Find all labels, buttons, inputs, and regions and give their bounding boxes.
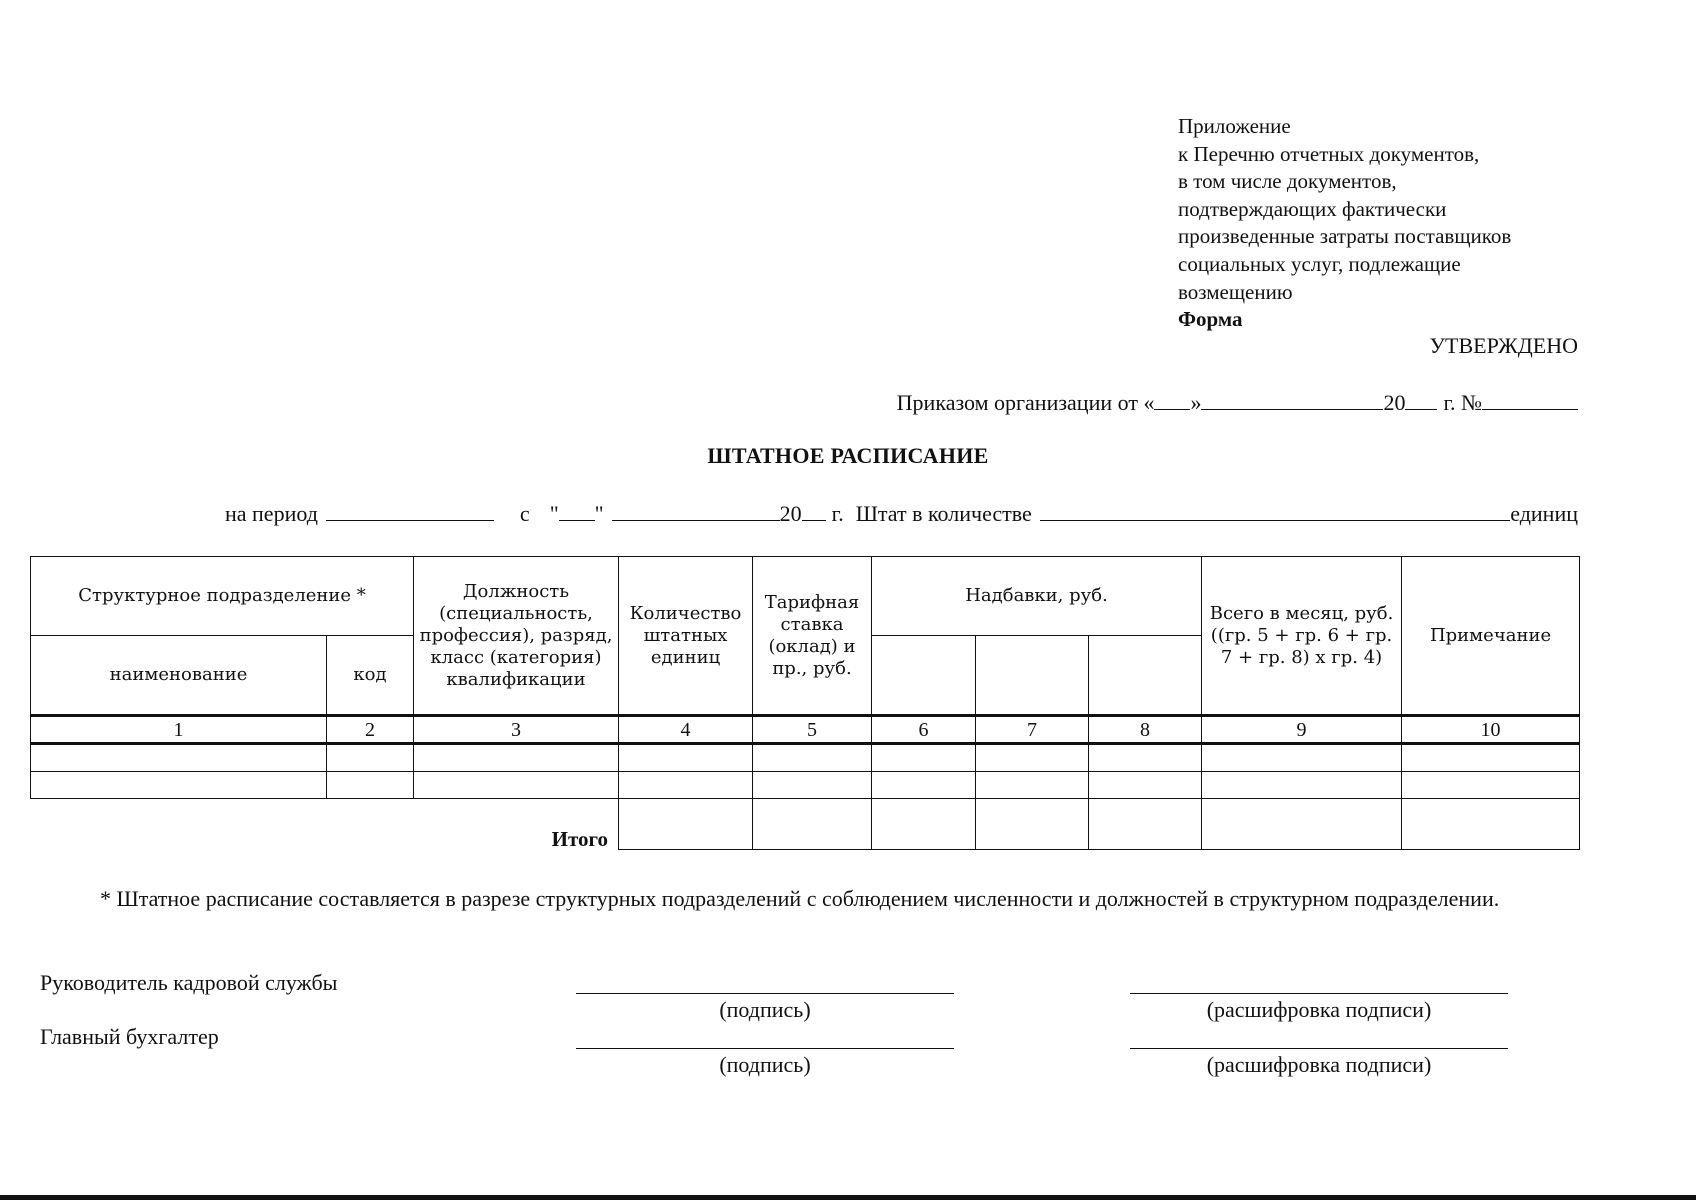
table-cell[interactable] (1089, 772, 1202, 799)
allowance-col-7 (976, 636, 1089, 716)
table-cell[interactable] (619, 772, 753, 799)
column-number-row (31, 716, 1580, 744)
appendix-line: социальных услуг, подлежащие (1178, 251, 1461, 276)
table-row (31, 772, 1580, 799)
total-cell[interactable] (1089, 799, 1202, 850)
total-cell[interactable] (872, 799, 976, 850)
table-cell[interactable] (31, 772, 327, 799)
header-position: Должность (специальность, профессия), разряд, класс (категория) квалификации (414, 557, 619, 716)
order-line (897, 389, 1578, 416)
page-bottom-rule (0, 1195, 1696, 1200)
column-number: 5 (753, 716, 872, 744)
appendix-line: к Перечню отчетных документов, (1178, 141, 1480, 166)
total-cell[interactable] (619, 799, 753, 850)
period-year-blank[interactable] (802, 500, 826, 521)
table-cell[interactable] (327, 744, 414, 772)
order-quote-close: » (1190, 390, 1202, 415)
table-cell[interactable] (1402, 772, 1580, 799)
table-cell[interactable] (872, 744, 976, 772)
period-blank[interactable] (326, 500, 494, 521)
period-year: 20 (779, 501, 802, 526)
column-number: 4 (619, 716, 753, 744)
column-number: 6 (872, 716, 976, 744)
header-total-month: Всего в месяц, руб. ((гр. 5 + гр. 6 + гр. 7 + гр. 8) х гр. 4) (1202, 557, 1402, 716)
order-year-blank[interactable] (1405, 389, 1437, 410)
footnote: * Штатное расписание составляется в разрезе структурных подразделений с соблюдением численности и должностей в структурном подразделении. (100, 886, 1500, 911)
total-cell[interactable] (1202, 799, 1402, 850)
column-number: 2 (327, 716, 414, 744)
chief-accountant-decode-line[interactable] (1130, 1048, 1508, 1049)
staff-schedule-table (30, 556, 1580, 850)
period-month-blank[interactable] (612, 500, 780, 521)
table-cell[interactable] (1402, 744, 1580, 772)
period-day-blank[interactable] (559, 500, 595, 521)
order-month-blank[interactable] (1201, 389, 1383, 410)
period-quote-open: " (549, 501, 559, 526)
column-number: 1 (31, 716, 327, 744)
total-spacer (31, 799, 327, 850)
header-count: Количество штатных единиц (619, 557, 753, 716)
appendix-line: возмещению (1178, 279, 1293, 304)
header-tariff: Тарифная ставка (оклад) и пр., руб. (753, 557, 872, 716)
hr-head-signature-line[interactable] (576, 993, 954, 994)
total-spacer (327, 799, 414, 850)
appendix-note (1178, 113, 1598, 334)
column-number: 7 (976, 716, 1089, 744)
column-number: 10 (1402, 716, 1580, 744)
table-cell[interactable] (872, 772, 976, 799)
total-row (31, 799, 1580, 850)
staff-count-blank[interactable] (1040, 500, 1510, 521)
period-quote-close: " (594, 501, 604, 526)
approved-label: УТВЕРЖДЕНО (1429, 333, 1578, 358)
column-number: 8 (1089, 716, 1202, 744)
chief-accountant-signature-caption: (подпись) (719, 1052, 811, 1077)
header-structural-unit: Структурное подразделение * (31, 557, 414, 636)
table-cell[interactable] (753, 772, 872, 799)
table-cell[interactable] (31, 744, 327, 772)
table-cell[interactable] (1202, 744, 1402, 772)
table-row (31, 744, 1580, 772)
form-label: Форма (1178, 307, 1243, 332)
appendix-line: произведенные затраты поставщиков (1178, 224, 1512, 249)
column-number: 3 (414, 716, 619, 744)
chief-accountant-signature-line[interactable] (576, 1048, 954, 1049)
total-cell[interactable] (753, 799, 872, 850)
period-from: с (519, 501, 530, 526)
hr-head-signature-caption: (подпись) (719, 997, 811, 1022)
chief-accountant-label: Главный бухгалтер (40, 1024, 219, 1049)
order-number-blank[interactable] (1482, 389, 1578, 410)
table-cell[interactable] (1202, 772, 1402, 799)
appendix-line: подтверждающих фактически (1178, 196, 1447, 221)
table-cell[interactable] (976, 772, 1089, 799)
appendix-line: в том числе документов, (1178, 169, 1397, 194)
table-cell[interactable] (327, 772, 414, 799)
table-cell[interactable] (414, 744, 619, 772)
staff-count-prefix: Штат в количестве (855, 501, 1032, 526)
chief-accountant-decode-caption: (расшифровка подписи) (1206, 1052, 1432, 1077)
order-year-suffix: г. № (1443, 390, 1482, 415)
header-name: наименование (31, 636, 327, 716)
allowance-col-6 (872, 636, 976, 716)
total-label: Итого (414, 799, 619, 850)
table-cell[interactable] (753, 744, 872, 772)
order-day-blank[interactable] (1154, 389, 1190, 410)
staff-count-suffix: единиц (1510, 501, 1578, 526)
table-cell[interactable] (619, 744, 753, 772)
hr-head-label: Руководитель кадровой службы (40, 970, 338, 995)
total-cell[interactable] (1402, 799, 1580, 850)
document-title: ШТАТНОЕ РАСПИСАНИЕ (707, 443, 989, 468)
table-cell[interactable] (976, 744, 1089, 772)
header-code: код (327, 636, 414, 716)
order-prefix: Приказом организации от « (896, 390, 1155, 415)
header-note: Примечание (1402, 557, 1580, 716)
appendix-line: Приложение (1178, 114, 1291, 138)
period-year-suffix: г. (831, 501, 844, 526)
order-year: 20 (1383, 390, 1406, 415)
header-allowances: Надбавки, руб. (872, 557, 1202, 636)
period-prefix: на период (225, 501, 318, 526)
table-cell[interactable] (1089, 744, 1202, 772)
hr-head-decode-line[interactable] (1130, 993, 1508, 994)
column-number: 9 (1202, 716, 1402, 744)
total-cell[interactable] (976, 799, 1089, 850)
table-cell[interactable] (414, 772, 619, 799)
period-line (225, 500, 1578, 527)
hr-head-decode-caption: (расшифровка подписи) (1206, 997, 1432, 1022)
allowance-col-8 (1089, 636, 1202, 716)
